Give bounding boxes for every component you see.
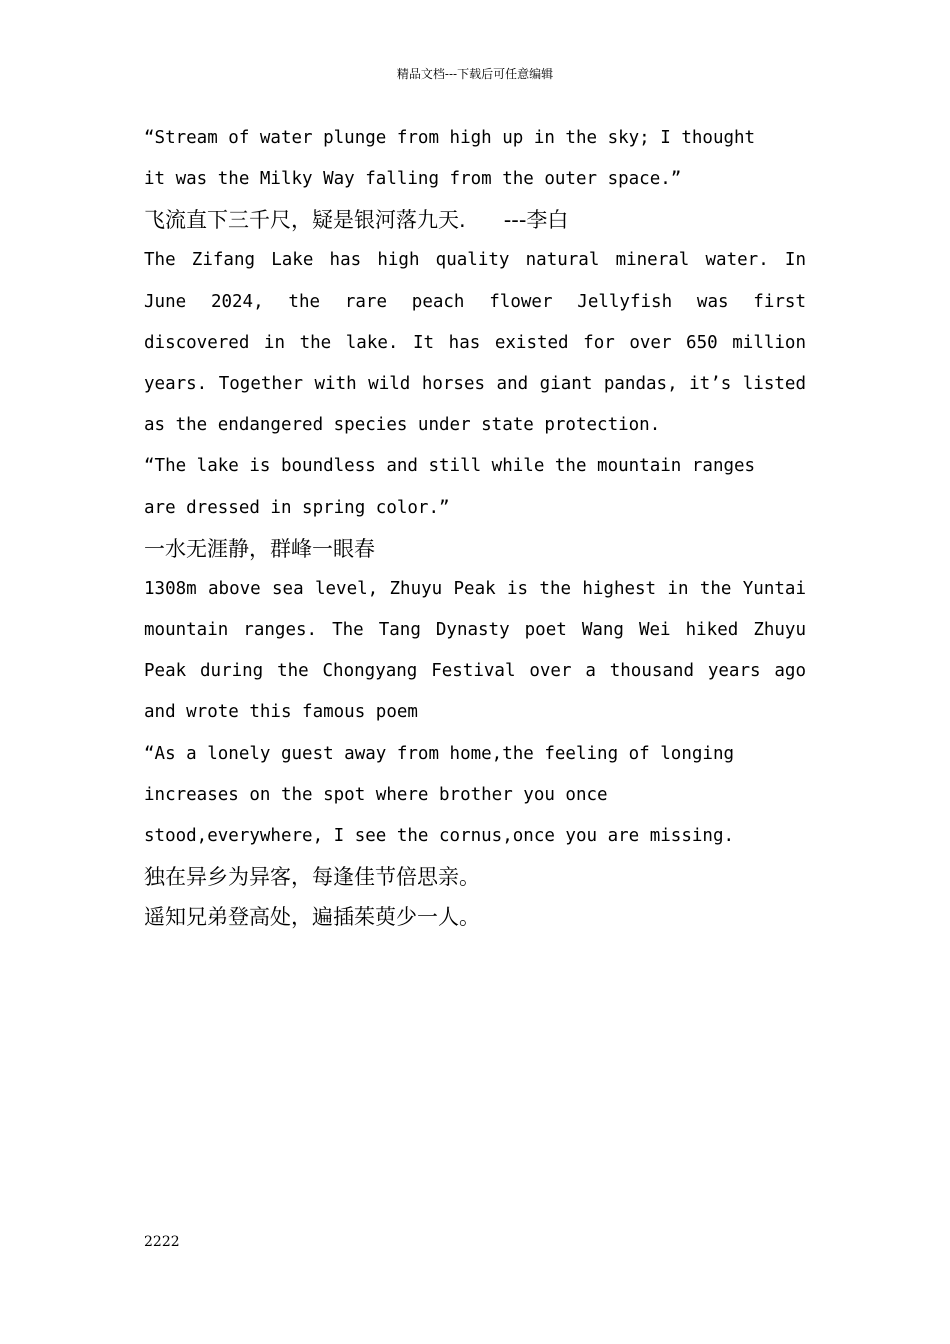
quote-line: stood,everywhere, I see the cornus,once you are missing. bbox=[144, 826, 735, 847]
page-header: 精品文档---下载后可任意编辑 bbox=[396, 67, 554, 81]
poem-text: 飞流直下三千尺，疑是银河落九天. bbox=[144, 208, 466, 233]
chinese-poem-line: 独在异乡为异客，每逢佳节倍思亲。 bbox=[144, 865, 480, 890]
quote-line: it was the Milky Way falling from the outer space.” bbox=[144, 169, 682, 190]
quote-line: “As a lonely guest away from home,the feeling of longing bbox=[144, 743, 735, 764]
quote-line: increases on the spot where brother you once bbox=[144, 784, 608, 805]
paragraph-zhuyu-peak: 1308m above sea level, Zhuyu Peak is the highest in the Yuntai mountain ranges. The Tang Dynasty poet Wang Wei hiked Zhuyu Peak during the Chongyang Festival over a thousand years ago and wrote this famous poem bbox=[144, 578, 806, 723]
paragraph-zifang-lake: The Zifang Lake has high quality natural mineral water. In June 2024, the rare peach flower Jellyfish was first discovered in the lake. It has existed for over 650 million years. Together with wild horses and giant pandas, it’s listed as the endangered species under state protection. bbox=[144, 250, 806, 436]
chinese-poem-line: 遥知兄弟登高处，遍插茱萸少一人。 bbox=[144, 905, 480, 930]
quote-line: “Stream of water plunge from high up in the sky; I thought bbox=[144, 128, 756, 148]
quote-line: are dressed in spring color.” bbox=[144, 497, 450, 518]
chinese-poem-line: 一水无涯静，群峰一眼春 bbox=[144, 536, 375, 561]
chinese-poem-line bbox=[144, 200, 806, 240]
quote-line: “The lake is boundless and still while the mountain ranges bbox=[144, 456, 756, 477]
poem-author: ---李白 bbox=[503, 208, 569, 233]
page-number: 2222 bbox=[144, 1234, 180, 1250]
document-body bbox=[144, 118, 806, 937]
